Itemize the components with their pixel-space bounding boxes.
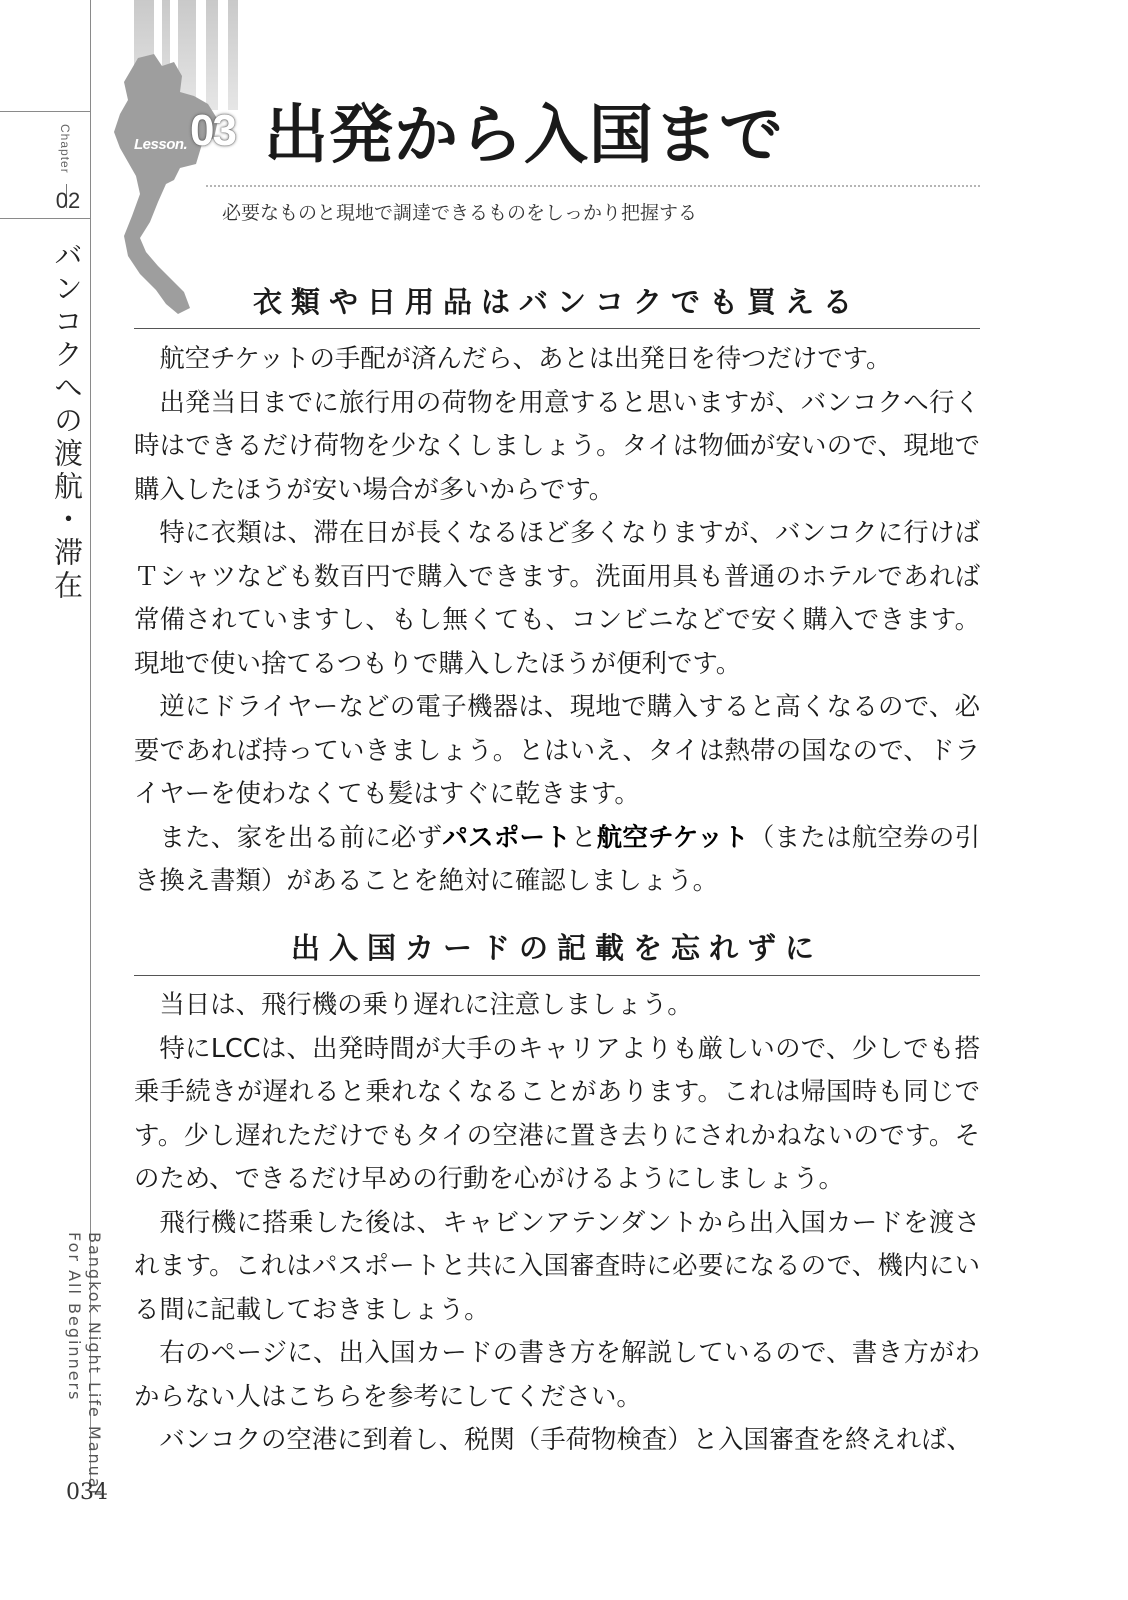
lesson-number: 03 [190, 106, 235, 155]
paragraph-checklist [134, 816, 980, 903]
chapter-title: バンコクへの渡航・滞在 [50, 240, 84, 603]
paragraph: 右のページに、出入国カードの書き方を解説しているので、書き方がわからない人はこちらを参考にしてください。 [134, 1337, 980, 1411]
paragraph: 特にLCCは、出発時間が大手のキャリアよりも厳しいので、少しでも搭乗手続きが遅れると乗れなくなることがあります。これは帰国時も同じです。少し遅れただけでもタイの空港に置き去りにされかねないのです。そのため、できるだけ早めの行動を心がけるようにしましょう。 [134, 1032, 980, 1193]
emphasis-passport: パスポート [442, 821, 572, 852]
book-title-line2: For All Beginners [65, 1232, 84, 1402]
margin-rule-top [0, 111, 90, 112]
paragraph: 当日は、飛行機の乗り遅れに注意しましょう。 [159, 989, 693, 1019]
text-run: また、家を出る前に必ず [159, 821, 443, 852]
paragraph: 飛行機に搭乗した後は、キャビンアテンダントから出入国カードを渡されます。これはパスポートと共に入国審査時に必要になるので、機内にいる間に記載しておきましょう。 [134, 1206, 980, 1324]
section-heading-rule [134, 975, 980, 976]
margin-rule-bottom [0, 218, 90, 219]
chapter-number: 02 [55, 188, 81, 213]
section-body-card [134, 983, 980, 1462]
page-title: 出発から入国まで [264, 99, 784, 173]
page-number: 034 [66, 1480, 108, 1505]
paragraph: 航空チケットの手配が済んだら、あとは出発日を待つだけです。 [159, 343, 892, 373]
paragraph: 出発当日までに旅行用の荷物を用意すると思いますが、バンコクへ行く時はできるだけ荷物を少なくしましょう。タイは物価が安いので、現地で購入したほうが安い場合が多いからです。 [134, 386, 980, 504]
text-run: と [571, 821, 597, 852]
chapter-label: Chapter [58, 124, 72, 174]
title-divider [206, 185, 980, 187]
book-title-line1: Bangkok Night Life Manual [85, 1232, 104, 1497]
section-heading-card: 出入国カードの記載を忘れずに [290, 931, 823, 965]
emphasis-ticket: 航空チケット [596, 821, 749, 852]
section-body-clothes [134, 337, 980, 903]
lesson-label: Lesson. [134, 136, 188, 153]
paragraph: 特に衣類は、滞在日が長くなるほど多くなりますが、バンコクに行けばＴシャツなども数百円で購入できます。洗面用具も普通のホテルであれば常備されていますし、もし無くても、コンビニなどで安く購入できます。現地で使い捨てるつもりで購入したほうが便利です。 [134, 517, 980, 678]
section-heading-clothes: 衣類や日用品はバンコクでも買える [252, 285, 861, 319]
section-heading-rule [134, 328, 980, 329]
paragraph: 逆にドライヤーなどの電子機器は、現地で購入すると高くなるので、必要であれば持っていきましょう。とはいえ、タイは熱帯の国なので、ドライヤーを使わなくても髪はすぐに乾きます。 [134, 691, 980, 808]
paragraph: バンコクの空港に到着し、税関（手荷物検査）と入国審査を終えれば、 [159, 1424, 972, 1454]
text-run: （または航空券の引き換え書類）があることを絶対に確認しましょう。 [134, 821, 981, 895]
book-title [64, 1232, 104, 1496]
page-subtitle: 必要なものと現地で調達できるものをしっかり把握する [222, 202, 698, 224]
